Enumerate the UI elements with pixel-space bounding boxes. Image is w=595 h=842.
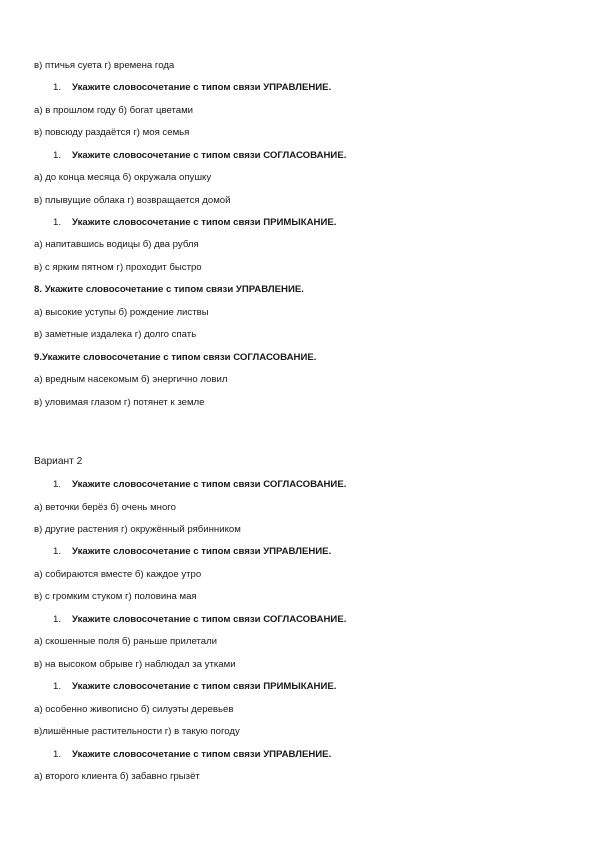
answer-line: а) высокие уступы б) рождение листвы — [34, 307, 209, 318]
question-text: Укажите словосочетание с типом связи ПРИМЫКАНИЕ. — [72, 217, 337, 228]
answer-line: а) вредным насекомым б) энергично ловил — [34, 374, 228, 385]
question-line — [34, 284, 304, 296]
question-text: Укажите словосочетание с типом связи ПРИМЫКАНИЕ. — [72, 681, 337, 692]
question-line — [53, 479, 346, 491]
answer-line: а) до конца месяца б) окружала опушку — [34, 172, 212, 183]
question-number: 8. — [34, 284, 43, 295]
answer-line: в) другие растения г) окружённый рябинником — [34, 524, 241, 535]
question-number: 1. — [53, 479, 62, 490]
answer-line: а) скошенные поля б) раньше прилетали — [34, 636, 218, 647]
answer-line: в) заметные издалека г) долго спать — [34, 329, 197, 340]
question-line — [53, 614, 346, 626]
answer-line: а) напитавшись водицы б) два рубля — [34, 239, 199, 250]
answer-line: в) с ярким пятном г) проходит быстро — [34, 262, 202, 273]
answer-line: в) плывущие облака г) возвращается домой — [34, 195, 231, 206]
answer-line: а) особенно живописно б) силуэты деревьев — [34, 704, 234, 715]
answer-line: а) второго клиента б) забавно грызёт — [34, 771, 200, 782]
answer-line: а) в прошлом году б) богат цветами — [34, 105, 194, 116]
answer-line: в) птичья суета г) времена года — [34, 60, 175, 71]
question-text: Укажите словосочетание с типом связи СОГЛАСОВАНИЕ. — [42, 352, 317, 363]
question-line — [53, 546, 331, 558]
question-number: 1. — [53, 546, 62, 557]
question-text: Укажите словосочетание с типом связи УПРАВЛЕНИЕ. — [72, 82, 332, 93]
question-text: Укажите словосочетание с типом связи УПРАВЛЕНИЕ. — [44, 284, 304, 295]
answer-line: в) на высоком обрыве г) наблюдал за утками — [34, 659, 236, 670]
question-text: Укажите словосочетание с типом связи СОГЛАСОВАНИЕ. — [72, 150, 347, 161]
question-line — [53, 749, 331, 761]
question-line — [53, 681, 336, 693]
answer-line: а) собираются вместе б) каждое утро — [34, 569, 202, 580]
variant-heading: Вариант 2 — [34, 456, 83, 467]
question-text: Укажите словосочетание с типом связи УПРАВЛЕНИЕ. — [72, 546, 332, 557]
question-number: 1. — [53, 749, 62, 760]
question-text: Укажите словосочетание с типом связи СОГЛАСОВАНИЕ. — [72, 479, 347, 490]
answer-line: в) с громким стуком г) половина мая — [34, 591, 197, 602]
question-number: 9. — [34, 352, 43, 363]
answer-line: в) уловимая глазом г) потянет к земле — [34, 397, 205, 408]
question-number: 1. — [53, 614, 62, 625]
answer-line: в) повсюду раздаётся г) моя семья — [34, 127, 190, 138]
question-line — [53, 217, 336, 229]
question-line — [34, 352, 316, 364]
question-number: 1. — [53, 82, 62, 93]
question-text: Укажите словосочетание с типом связи СОГЛАСОВАНИЕ. — [72, 614, 347, 625]
answer-line: в)лишённые растительности г) в такую погоду — [34, 726, 240, 737]
question-number: 1. — [53, 150, 62, 161]
question-line — [53, 82, 331, 94]
answer-line: а) веточки берёз б) очень много — [34, 502, 176, 513]
question-text: Укажите словосочетание с типом связи УПРАВЛЕНИЕ. — [72, 749, 332, 760]
question-line — [53, 150, 346, 162]
question-number: 1. — [53, 681, 62, 692]
question-number: 1. — [53, 217, 62, 228]
